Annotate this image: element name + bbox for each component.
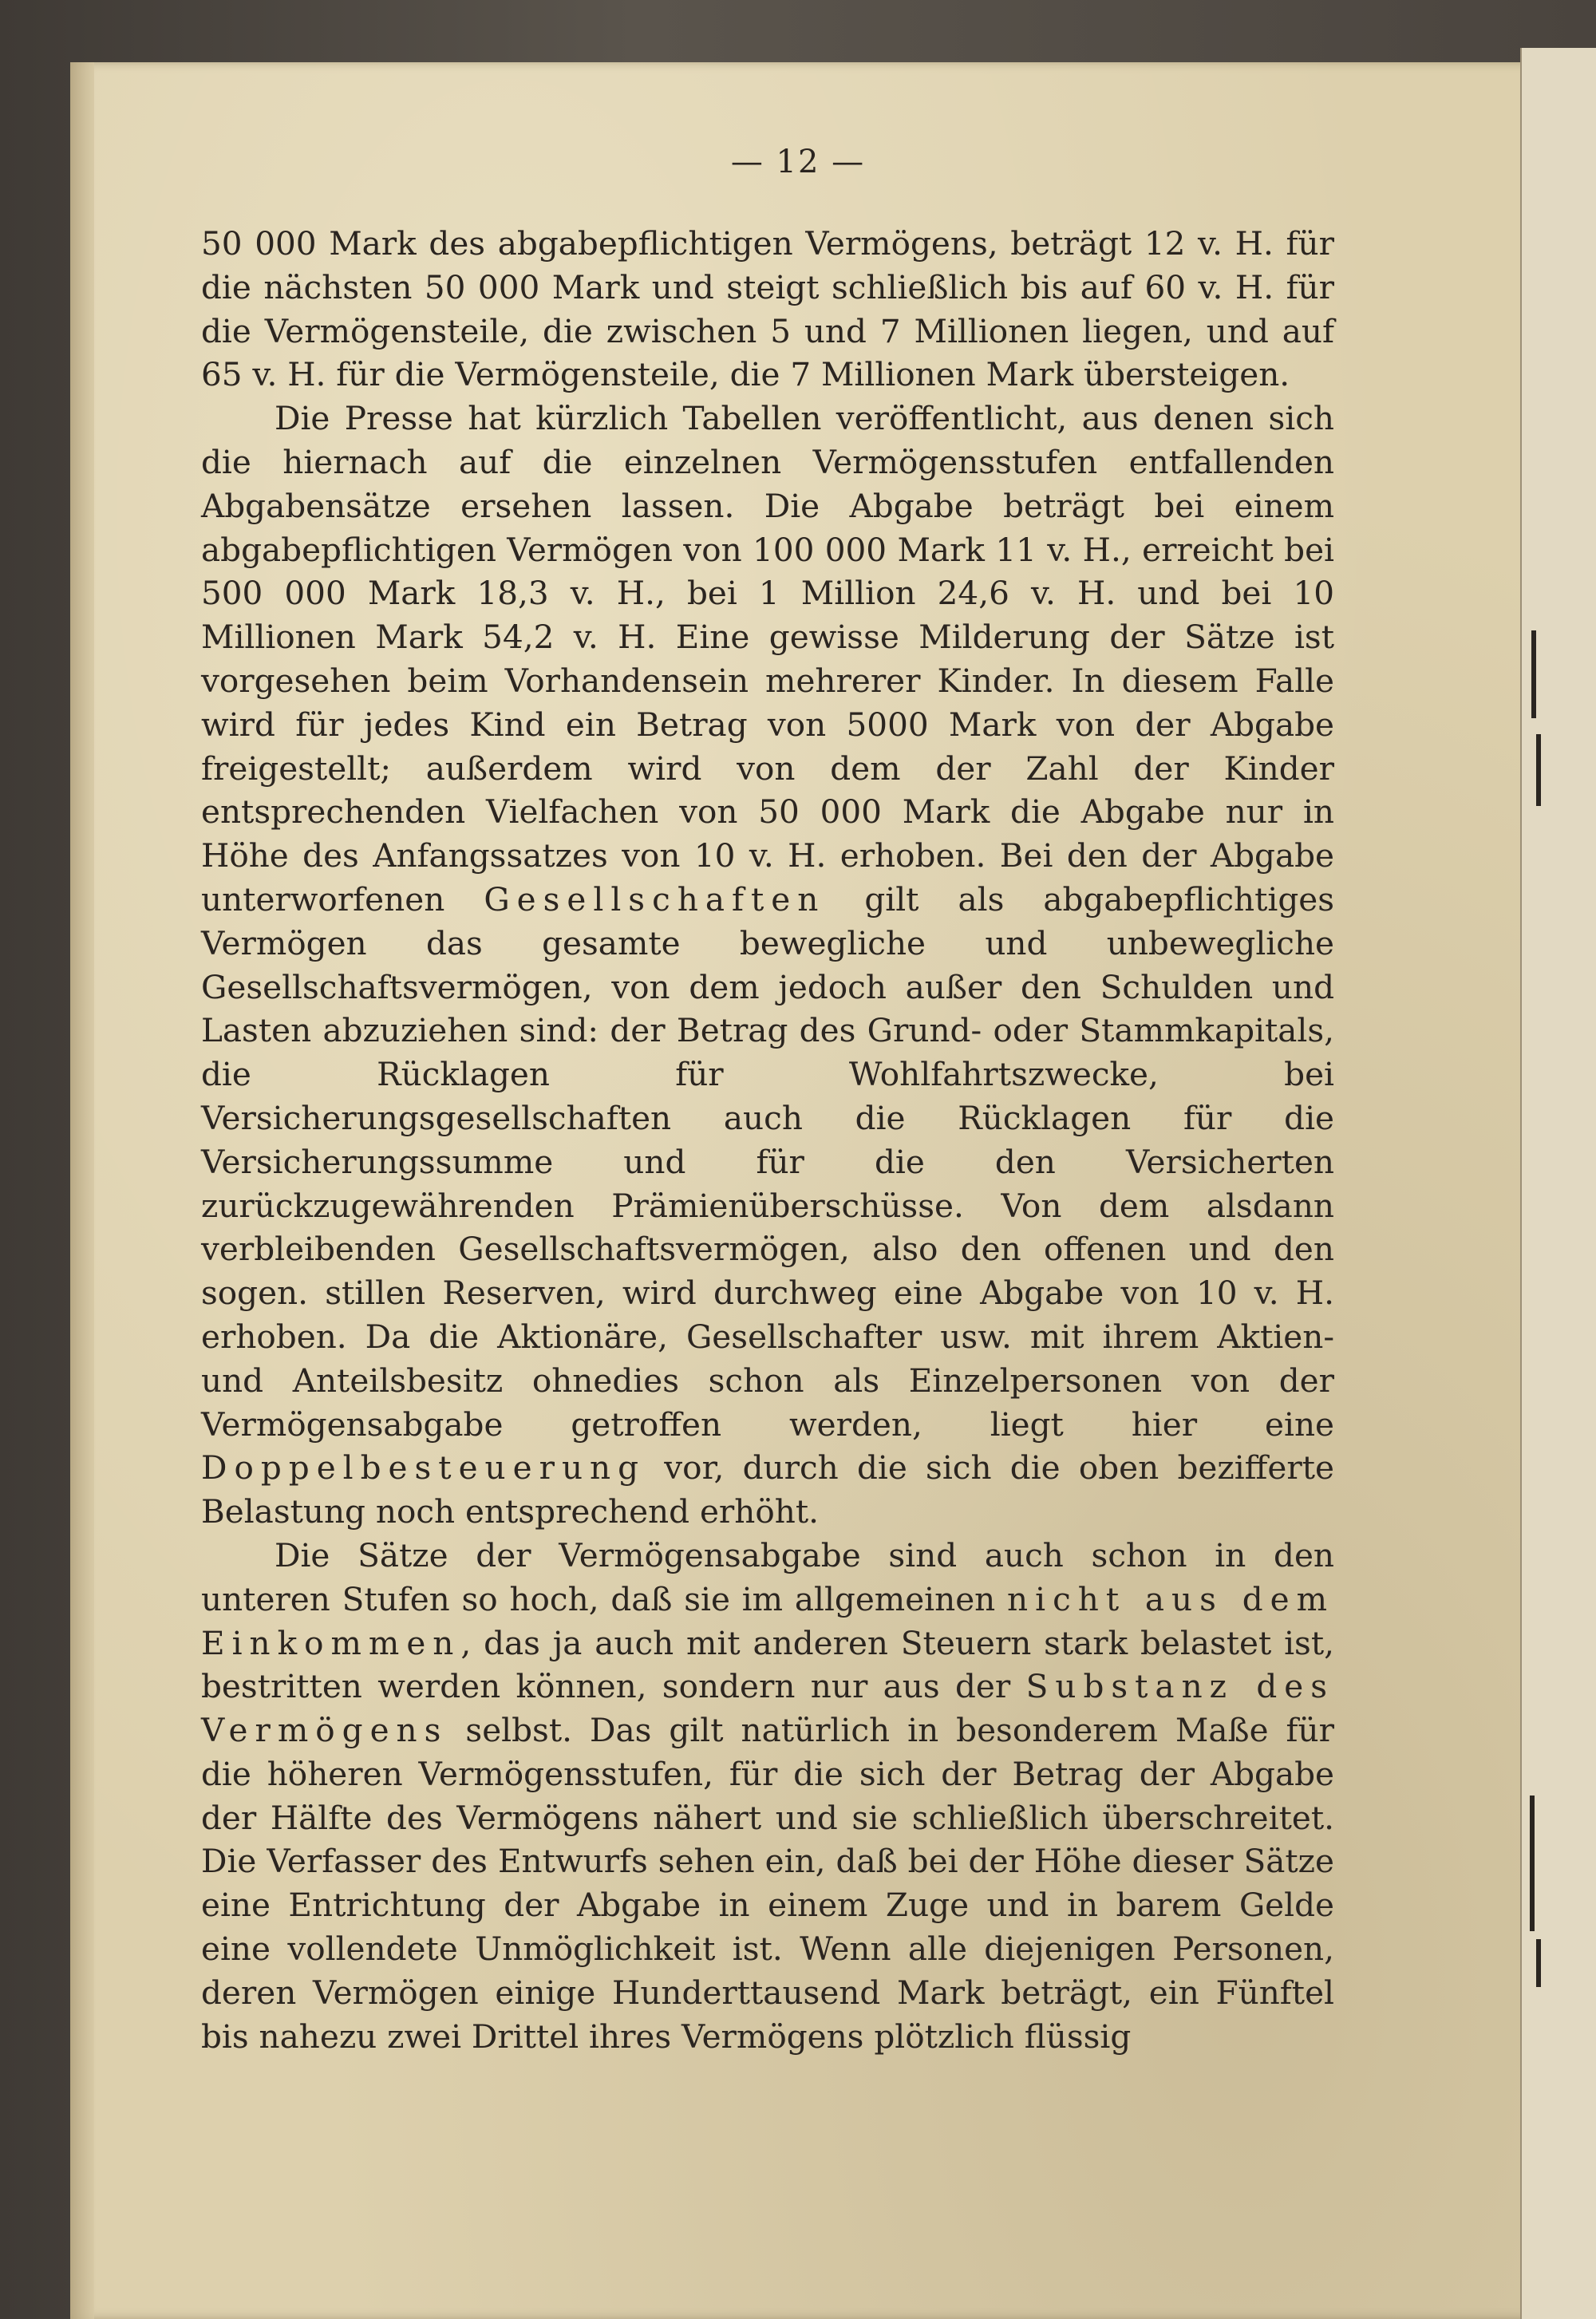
paragraph	[201, 1534, 1334, 2059]
paragraph	[201, 222, 1334, 397]
spaced-emphasis: nicht aus dem Einkommen	[201, 1579, 1334, 1662]
page-gutter	[70, 62, 94, 2319]
strip-mark	[1536, 1939, 1541, 1987]
strip-mark	[1530, 1796, 1535, 1931]
text-segment: Die Presse hat kürzlich Tabellen veröffentlicht, aus denen sich die hiernach auf die einzelnen Vermögensstufen entfallenden Abgabensätze ersehen lassen. Die Abgabe beträgt bei einem abgabepflichtigen Vermögen von 100 000 Mark 11 v. H., erreicht bei 500 000 Mark 18,3 v. H., bei 1 Million 24,6 v. H. und bei 10 Millionen Mark 54,2 v. H. Eine gewisse Milderung der Sätze ist vorgesehen beim Vorhandensein mehrerer Kinder. In diesem Falle wird für jedes Kind ein Betrag von 5000 Mark von der Abgabe freigestellt; außerdem wird von dem der Zahl der Kinder entsprechenden Vielfachen von 50 000 Mark die Abgabe nur in Höhe des Anfangssatzes von 10 v. H. erhoben. Bei den der Abgabe unterworfenen	[201, 399, 1334, 919]
body-text	[201, 222, 1334, 2058]
strip-mark	[1531, 630, 1536, 718]
page-number: — 12 —	[730, 144, 866, 180]
text-segment: 50 000 Mark des abgabepflichtigen Vermögens, beträgt 12 v. H. für die nächsten 50 000 Mark und steigt schließlich bis auf 60 v. H. für die Vermögensteile, die zwischen 5 und 7 Millionen liegen, und auf 65 v. H. für die Vermögensteile, die 7 Millionen Mark übersteigen.	[201, 224, 1334, 394]
spaced-emphasis: Gesellschaften	[484, 879, 826, 919]
spaced-emphasis: Substanz des Vermögens	[201, 1667, 1335, 1750]
text-segment: vor, durch die sich die oben bezifferte Belastung noch entsprechend erhöht.	[201, 1448, 1334, 1531]
strip-mark	[1536, 734, 1541, 806]
adjacent-page-strip	[1520, 48, 1596, 2319]
text-segment: gilt als abgabepflichtiges Vermögen das gesamte bewegliche und unbewegliche Gesellschaftsvermögen, von dem jedoch außer den Schulden und Lasten abzuziehen sind: der Betrag des Grund- oder Stammkapitals, die Rücklagen für Wohlfahrtszwecke, bei Versicherungsgesellschaften auch die Rücklagen für die Versicherungssumme und für die den Versicherten zurückzugewährenden Prämienüberschüsse. Von dem alsdann verbleibenden Gesellschaftsvermögen, also den offenen und den sogen. stillen Reserven, wird durchweg eine Abgabe von 10 v. H. erhoben. Da die Aktionäre, Gesellschafter usw. mit ihrem Aktien- und Anteilsbesitz ohnedies schon als Einzelpersonen von der Vermögensabgabe getroffen werden, liegt hier eine	[201, 879, 1334, 1444]
text-segment: selbst. Das gilt natürlich in besonderem Maße für die höheren Vermögensstufen, für die sich der Betrag der Abgabe der Hälfte des Vermögens nähert und sie schließlich überschreitet. Die Verfasser des Entwurfs sehen ein, daß bei der Höhe dieser Sätze eine Entrichtung der Abgabe in einem Zuge und in barem Gelde eine vollendete Unmöglichkeit ist. Wenn alle diejenigen Personen, deren Vermögen einige Hunderttausend Mark beträgt, ein Fünftel bis nahezu zwei Drittel ihres Vermögens plötzlich flüssig	[201, 1711, 1334, 2056]
text-segment: Die Sätze der Vermögensabgabe sind auch schon in den unteren Stufen so hoch, daß sie im allgemeinen	[201, 1535, 1334, 1618]
text-segment: , das ja auch mit anderen Steuern stark belastet ist, bestritten werden können, sondern nur aus der	[201, 1623, 1334, 1706]
paragraph	[201, 397, 1334, 1534]
spaced-emphasis: Doppelbesteuerung	[201, 1448, 646, 1487]
